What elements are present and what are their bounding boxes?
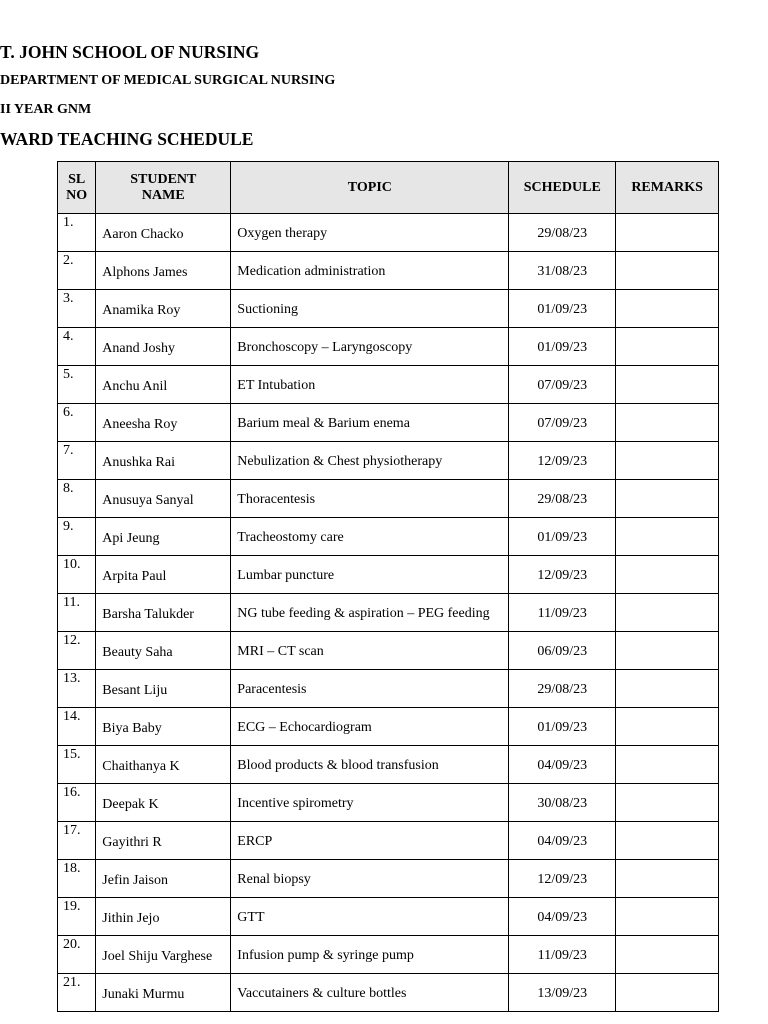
schedule-cell: 29/08/23 xyxy=(509,214,616,252)
schedule-cell: 01/09/23 xyxy=(509,328,616,366)
table-row xyxy=(58,974,719,1012)
header-student-name xyxy=(96,162,231,214)
table-row xyxy=(58,252,719,290)
student-name-cell: Aneesha Roy xyxy=(96,404,231,442)
topic-cell: Medication administration xyxy=(231,252,509,290)
student-name-cell: Api Jeung xyxy=(96,518,231,556)
remarks-cell xyxy=(616,822,719,860)
student-name-cell: Joel Shiju Varghese xyxy=(96,936,231,974)
schedule-cell: 04/09/23 xyxy=(509,746,616,784)
schedule-cell: 12/09/23 xyxy=(509,442,616,480)
schedule-cell: 11/09/23 xyxy=(509,594,616,632)
student-name-cell: Deepak K xyxy=(96,784,231,822)
schedule-cell: 30/08/23 xyxy=(509,784,616,822)
remarks-cell xyxy=(616,252,719,290)
sl-cell: 18. xyxy=(58,860,96,898)
sl-cell: 6. xyxy=(58,404,96,442)
remarks-cell xyxy=(616,670,719,708)
table-row xyxy=(58,404,719,442)
header-sl-line2: NO xyxy=(66,187,88,203)
remarks-cell xyxy=(616,936,719,974)
table-row xyxy=(58,594,719,632)
student-name-cell: Anand Joshy xyxy=(96,328,231,366)
remarks-cell xyxy=(616,556,719,594)
header-sl-no xyxy=(58,162,96,214)
sl-cell: 7. xyxy=(58,442,96,480)
sl-cell: 14. xyxy=(58,708,96,746)
remarks-cell xyxy=(616,366,719,404)
schedule-cell: 13/09/23 xyxy=(509,974,616,1012)
student-name-cell: Anchu Anil xyxy=(96,366,231,404)
topic-cell: Oxygen therapy xyxy=(231,214,509,252)
schedule-cell: 01/09/23 xyxy=(509,290,616,328)
sl-cell: 15. xyxy=(58,746,96,784)
sl-cell: 9. xyxy=(58,518,96,556)
schedule-cell: 12/09/23 xyxy=(509,860,616,898)
table-row xyxy=(58,632,719,670)
table-row xyxy=(58,480,719,518)
topic-cell: MRI – CT scan xyxy=(231,632,509,670)
table-row xyxy=(58,442,719,480)
topic-cell: Nebulization & Chest physiotherapy xyxy=(231,442,509,480)
sl-cell: 2. xyxy=(58,252,96,290)
schedule-cell: 12/09/23 xyxy=(509,556,616,594)
student-name-cell: Gayithri R xyxy=(96,822,231,860)
schedule-cell: 04/09/23 xyxy=(509,898,616,936)
student-name-cell: Anusuya Sanyal xyxy=(96,480,231,518)
remarks-cell xyxy=(616,480,719,518)
header-topic: TOPIC xyxy=(231,162,509,214)
remarks-cell xyxy=(616,328,719,366)
student-name-cell: Anushka Rai xyxy=(96,442,231,480)
sl-cell: 10. xyxy=(58,556,96,594)
topic-cell: Vaccutainers & culture bottles xyxy=(231,974,509,1012)
student-name-cell: Barsha Talukder xyxy=(96,594,231,632)
topic-cell: Suctioning xyxy=(231,290,509,328)
sl-cell: 1. xyxy=(58,214,96,252)
table-row xyxy=(58,860,719,898)
remarks-cell xyxy=(616,632,719,670)
sl-cell: 8. xyxy=(58,480,96,518)
sl-cell: 16. xyxy=(58,784,96,822)
table-row xyxy=(58,670,719,708)
topic-cell: Renal biopsy xyxy=(231,860,509,898)
student-name-cell: Jefin Jaison xyxy=(96,860,231,898)
remarks-cell xyxy=(616,746,719,784)
sl-cell: 11. xyxy=(58,594,96,632)
student-name-cell: Biya Baby xyxy=(96,708,231,746)
student-name-cell: Junaki Murmu xyxy=(96,974,231,1012)
table-row xyxy=(58,784,719,822)
schedule-table xyxy=(57,161,719,1012)
table-row xyxy=(58,708,719,746)
header-name-line2: NAME xyxy=(141,187,185,203)
schedule-cell: 01/09/23 xyxy=(509,518,616,556)
school-name: T. JOHN SCHOOL OF NURSING xyxy=(0,42,260,62)
student-name-cell: Alphons James xyxy=(96,252,231,290)
remarks-cell xyxy=(616,214,719,252)
schedule-cell: 31/08/23 xyxy=(509,252,616,290)
remarks-cell xyxy=(616,518,719,556)
remarks-cell xyxy=(616,290,719,328)
department-name: DEPARTMENT OF MEDICAL SURGICAL NURSING xyxy=(0,73,336,88)
topic-cell: Tracheostomy care xyxy=(231,518,509,556)
table-row xyxy=(58,366,719,404)
header-name-line1: STUDENT xyxy=(130,171,197,187)
schedule-cell: 04/09/23 xyxy=(509,822,616,860)
table-row xyxy=(58,214,719,252)
remarks-cell xyxy=(616,594,719,632)
student-name-cell: Arpita Paul xyxy=(96,556,231,594)
topic-cell: Blood products & blood transfusion xyxy=(231,746,509,784)
table-row xyxy=(58,822,719,860)
table-row xyxy=(58,290,719,328)
topic-cell: ERCP xyxy=(231,822,509,860)
topic-cell: Barium meal & Barium enema xyxy=(231,404,509,442)
topic-cell: Bronchoscopy – Laryngoscopy xyxy=(231,328,509,366)
header-remarks: REMARKS xyxy=(616,162,719,214)
sl-cell: 3. xyxy=(58,290,96,328)
remarks-cell xyxy=(616,898,719,936)
table-row xyxy=(58,556,719,594)
table-row xyxy=(58,936,719,974)
sl-cell: 19. xyxy=(58,898,96,936)
topic-cell: ET Intubation xyxy=(231,366,509,404)
topic-cell: Thoracentesis xyxy=(231,480,509,518)
schedule-cell: 07/09/23 xyxy=(509,404,616,442)
student-name-cell: Besant Liju xyxy=(96,670,231,708)
year-label: II YEAR GNM xyxy=(0,102,92,117)
sl-cell: 12. xyxy=(58,632,96,670)
sl-cell: 17. xyxy=(58,822,96,860)
remarks-cell xyxy=(616,442,719,480)
topic-cell: NG tube feeding & aspiration – PEG feeding xyxy=(231,594,509,632)
schedule-cell: 07/09/23 xyxy=(509,366,616,404)
header-schedule: SCHEDULE xyxy=(509,162,616,214)
student-name-cell: Anamika Roy xyxy=(96,290,231,328)
remarks-cell xyxy=(616,974,719,1012)
sl-cell: 21. xyxy=(58,974,96,1012)
topic-cell: GTT xyxy=(231,898,509,936)
topic-cell: Lumbar puncture xyxy=(231,556,509,594)
topic-cell: Infusion pump & syringe pump xyxy=(231,936,509,974)
sl-cell: 20. xyxy=(58,936,96,974)
student-name-cell: Chaithanya K xyxy=(96,746,231,784)
topic-cell: Paracentesis xyxy=(231,670,509,708)
schedule-cell: 06/09/23 xyxy=(509,632,616,670)
header-sl-line1: SL xyxy=(68,171,86,187)
topic-cell: Incentive spirometry xyxy=(231,784,509,822)
table-row xyxy=(58,328,719,366)
table-row xyxy=(58,746,719,784)
remarks-cell xyxy=(616,708,719,746)
student-name-cell: Beauty Saha xyxy=(96,632,231,670)
remarks-cell xyxy=(616,404,719,442)
topic-cell: ECG – Echocardiogram xyxy=(231,708,509,746)
remarks-cell xyxy=(616,784,719,822)
schedule-cell: 01/09/23 xyxy=(509,708,616,746)
schedule-cell: 29/08/23 xyxy=(509,480,616,518)
sl-cell: 5. xyxy=(58,366,96,404)
student-name-cell: Aaron Chacko xyxy=(96,214,231,252)
remarks-cell xyxy=(616,860,719,898)
student-name-cell: Jithin Jejo xyxy=(96,898,231,936)
schedule-cell: 11/09/23 xyxy=(509,936,616,974)
table-header-row xyxy=(58,162,719,214)
schedule-cell: 29/08/23 xyxy=(509,670,616,708)
sl-cell: 4. xyxy=(58,328,96,366)
document-title: WARD TEACHING SCHEDULE xyxy=(0,129,254,149)
table-row xyxy=(58,898,719,936)
table-row xyxy=(58,518,719,556)
sl-cell: 13. xyxy=(58,670,96,708)
